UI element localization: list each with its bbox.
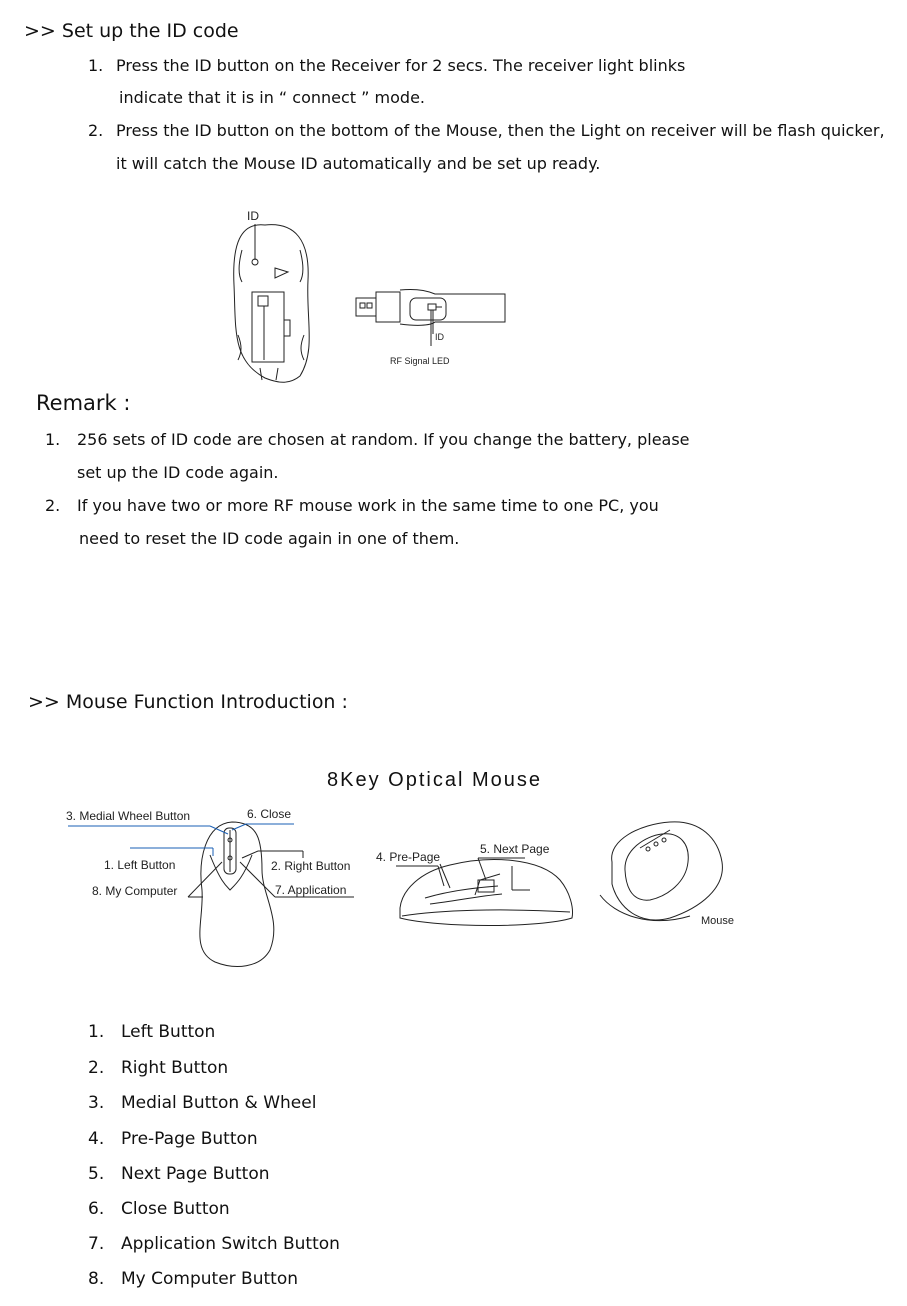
mouse-id-label: ID [247, 209, 259, 223]
list-number: 8. [88, 1269, 105, 1289]
remark-number: 1. [45, 430, 61, 449]
remark-number: 2. [45, 496, 61, 515]
mouse-side-view-icon [400, 860, 573, 926]
functions-heading: >> Mouse Function Introduction : [28, 691, 348, 713]
setup-step-1 [88, 56, 685, 75]
list-label: Close Button [121, 1199, 230, 1219]
label-application: 7. Application [275, 883, 347, 897]
list-number: 5. [88, 1164, 105, 1184]
function-list-item-8 [88, 1269, 298, 1289]
id-setup-figure [220, 200, 500, 390]
list-label: Medial Button & Wheel [121, 1093, 317, 1113]
function-list-item-6 [88, 1199, 230, 1219]
remark-item-2-cont: need to reset the ID code again in one of them. [79, 529, 460, 548]
remark-text: If you have two or more RF mouse work in the same time to one PC, you [77, 496, 659, 515]
label-right-button: 2. Right Button [271, 859, 351, 873]
figure-title: 8Key Optical Mouse [327, 769, 542, 791]
mouse-bottom-icon [234, 225, 310, 383]
rf-signal-led-label: RF Signal LED [390, 356, 450, 366]
label-left-button: 1. Left Button [104, 858, 176, 872]
label-my-computer: 8. My Computer [92, 884, 178, 898]
list-number: 6. [88, 1199, 105, 1219]
function-list-item-5 [88, 1164, 270, 1184]
mouse-function-figure [0, 800, 907, 975]
list-label: Left Button [121, 1022, 216, 1042]
list-label: My Computer Button [121, 1269, 298, 1289]
step-text: Press the ID button on the Receiver for 2 secs. The receiver light blinks [116, 56, 686, 75]
receiver-icon [356, 289, 505, 346]
setup-step-2 [88, 121, 885, 140]
step-number: 1. [88, 56, 104, 75]
label-next-page: 5. Next Page [480, 842, 550, 856]
remark-text: 256 sets of ID code are chosen at random. If you change the battery, please [77, 430, 690, 449]
list-number: 7. [88, 1234, 105, 1254]
receiver-id-label: ID [435, 332, 444, 342]
remark-heading: Remark : [36, 391, 131, 415]
list-label: Pre-Page Button [121, 1129, 258, 1149]
list-number: 4. [88, 1129, 105, 1149]
remark-item-2 [45, 496, 659, 515]
setup-step-2-cont: it will catch the Mouse ID automatically and be set up ready. [116, 154, 601, 173]
remark-item-1 [45, 430, 690, 449]
label-medial-wheel: 3. Medial Wheel Button [66, 809, 191, 823]
function-list-item-1 [88, 1022, 215, 1042]
mouse-top-view-icon [200, 822, 274, 966]
function-list-item-7 [88, 1234, 340, 1254]
function-list-item-2 [88, 1058, 228, 1078]
step-number: 2. [88, 121, 104, 140]
setup-step-1-cont: indicate that it is in “ connect ” mode. [119, 88, 425, 107]
list-number: 1. [88, 1022, 105, 1042]
label-pre-page: 4. Pre-Page [376, 850, 441, 864]
label-mouse: Mouse [701, 915, 735, 927]
list-label: Application Switch Button [121, 1234, 340, 1254]
list-label: Next Page Button [121, 1164, 270, 1184]
function-list-item-4 [88, 1129, 258, 1149]
function-list-item-3 [88, 1093, 316, 1113]
setup-heading: >> Set up the ID code [24, 20, 239, 42]
list-number: 3. [88, 1093, 105, 1113]
remark-item-1-cont: set up the ID code again. [77, 463, 279, 482]
step-text: Press the ID button on the bottom of the Mouse, then the Light on receiver will be flash quicker, [116, 121, 885, 140]
list-label: Right Button [121, 1058, 229, 1078]
list-number: 2. [88, 1058, 105, 1078]
mouse-perspective-icon [600, 822, 722, 921]
label-close: 6. Close [247, 807, 292, 821]
